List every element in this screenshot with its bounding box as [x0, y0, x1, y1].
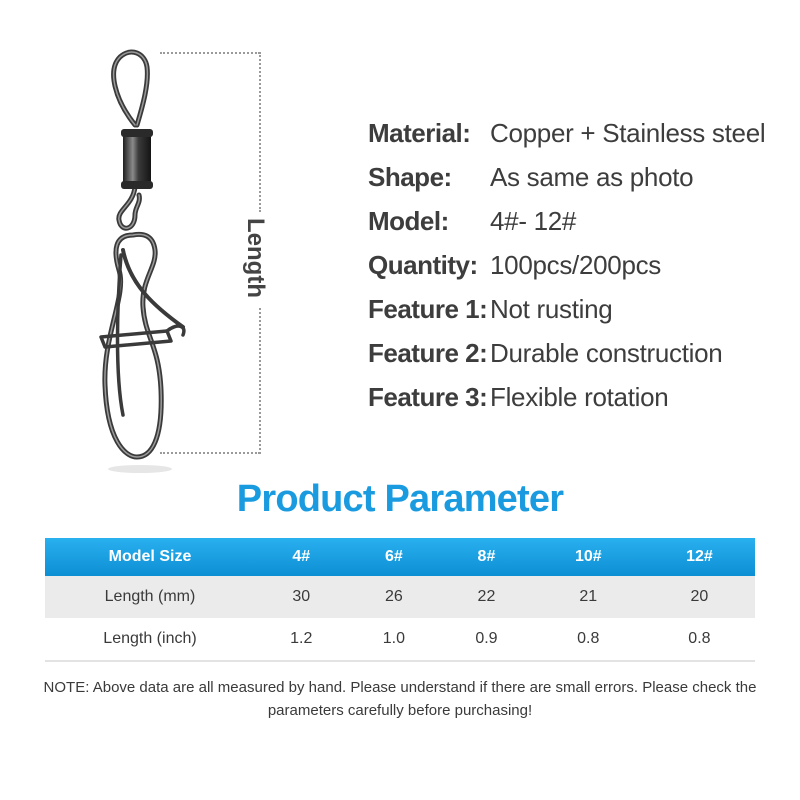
- spec-value: 4#- 12#: [490, 206, 577, 236]
- table-cell: Length (inch): [45, 618, 255, 661]
- table-header-cell: 8#: [440, 538, 533, 576]
- spec-value: Not rusting: [490, 294, 613, 324]
- table-header-row: [45, 538, 755, 576]
- table-header-cell: Model Size: [45, 538, 255, 576]
- spec-key: Shape:: [368, 162, 452, 192]
- table-cell: 0.8: [644, 618, 755, 661]
- table-cell: 1.0: [348, 618, 441, 661]
- dimension-bottom-line: [160, 452, 260, 454]
- dimension-label: Length: [242, 218, 269, 298]
- table-header-cell: 4#: [255, 538, 348, 576]
- spec-list: [368, 118, 765, 426]
- spec-key: Material:: [368, 118, 471, 148]
- table-cell: 0.8: [533, 618, 644, 661]
- table-row: [45, 576, 755, 618]
- spec-row-shape: [368, 162, 765, 206]
- spec-row-feature-1: [368, 294, 765, 338]
- spec-row-material: [368, 118, 765, 162]
- table-header-cell: 6#: [348, 538, 441, 576]
- parameter-table: [45, 538, 755, 662]
- spec-row-feature-3: [368, 382, 765, 426]
- spec-key: Model:: [368, 206, 449, 236]
- spec-value: Flexible rotation: [490, 382, 669, 412]
- note-text: NOTE: Above data are all measured by hand. Please understand if there are small errors. Please check the parameters carefully before purchasing!: [43, 679, 757, 719]
- swivel-snap-image: [95, 45, 215, 485]
- table-cell: 22: [440, 576, 533, 618]
- spec-key: Quantity:: [368, 250, 478, 280]
- table-cell: 21: [533, 576, 644, 618]
- spec-value: 100pcs/200pcs: [490, 250, 662, 280]
- table-cell: Length (mm): [45, 576, 255, 618]
- spec-row-quantity: [368, 250, 765, 294]
- table-cell: 20: [644, 576, 755, 618]
- spec-value: Durable construction: [490, 338, 723, 368]
- table-cell: 1.2: [255, 618, 348, 661]
- table-cell: 0.9: [440, 618, 533, 661]
- spec-value: Copper + Stainless steel: [490, 118, 766, 148]
- table-header-cell: 12#: [644, 538, 755, 576]
- dimension-top-line: [160, 52, 260, 54]
- spec-key: Feature 1:: [368, 294, 488, 324]
- table-row: [45, 618, 755, 661]
- spec-key: Feature 3:: [368, 382, 488, 412]
- section-title: Product Parameter: [236, 478, 564, 520]
- spec-row-model: [368, 206, 765, 250]
- spec-value: As same as photo: [490, 162, 694, 192]
- dimension-vertical-line: [259, 308, 261, 454]
- spec-key: Feature 2:: [368, 338, 488, 368]
- spec-row-feature-2: [368, 338, 765, 382]
- table-header-cell: 10#: [533, 538, 644, 576]
- dimension-vertical-line: [259, 52, 261, 212]
- table-cell: 26: [348, 576, 441, 618]
- table-cell: 30: [255, 576, 348, 618]
